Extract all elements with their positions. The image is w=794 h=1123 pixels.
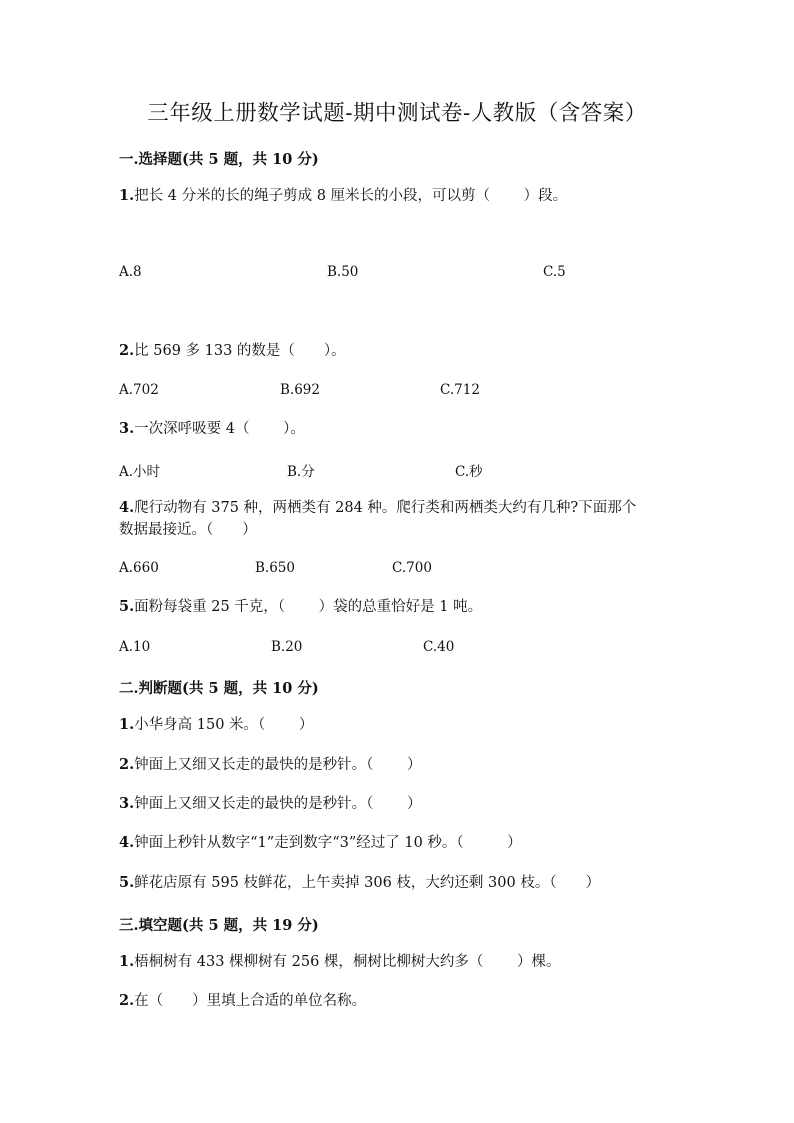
question-number: 1. [119, 953, 135, 970]
question-number: 4. [119, 834, 135, 851]
option-a: A.8 [119, 264, 142, 280]
question-1-5 [119, 596, 482, 618]
question-text: 在（ ）里填上合适的单位名称。 [134, 993, 367, 1009]
question-number: 5. [119, 874, 135, 891]
option-c: C.712 [440, 382, 480, 398]
section-heading-judgement: 二.判断题(共 5 题，共 10 分) [119, 680, 319, 697]
question-2-1 [119, 714, 313, 736]
option-a: A.小时 [119, 464, 161, 480]
question-text: 爬行动物有 375 种，两栖类有 284 种。爬行类和两栖类大约有几种?下面那个 [134, 500, 637, 516]
question-1-4-continued: 数据最接近。（ ） [119, 522, 257, 538]
question-text: 钟面上又细又长走的最快的是秒针。（ ） [134, 757, 422, 773]
question-number: 2. [119, 992, 135, 1009]
section-heading-fill-in: 三.填空题(共 5 题，共 19 分) [119, 917, 319, 934]
question-text: 面粉每袋重 25 千克，（ ）袋的总重恰好是 1 吨。 [134, 599, 483, 615]
question-1-2 [119, 340, 346, 362]
question-number: 3. [119, 420, 135, 437]
option-c: C.700 [392, 560, 432, 576]
question-1-1 [119, 185, 567, 207]
option-b: B.20 [271, 639, 303, 655]
question-text: 钟面上秒针从数字“1”走到数字“3”经过了 10 秒。（ ） [134, 835, 522, 851]
option-c: C.秒 [455, 464, 483, 480]
question-text: 小华身高 150 米。（ ） [134, 717, 314, 733]
question-3-1 [119, 951, 561, 973]
question-number: 3. [119, 795, 135, 812]
question-number: 1. [119, 716, 135, 733]
question-number: 1. [119, 187, 135, 204]
page-title: 三年级上册数学试题-期中测试卷-人教版（含答案） [147, 101, 647, 126]
question-1-3 [119, 418, 305, 440]
option-b: B.分 [287, 464, 315, 480]
question-2-2 [119, 754, 422, 776]
question-2-4 [119, 832, 522, 854]
option-a: A.702 [119, 382, 159, 398]
option-c: C.40 [423, 639, 455, 655]
question-number: 2. [119, 342, 135, 359]
question-text: 鲜花店原有 595 枝鲜花，上午卖掉 306 枝，大约还剩 300 枝。（ ） [134, 875, 601, 891]
option-c: C.5 [543, 264, 566, 280]
question-1-4 [119, 497, 636, 519]
question-text: 一次深呼吸要 4（ ）。 [134, 421, 305, 437]
question-text: 把长 4 分米的长的绳子剪成 8 厘米长的小段，可以剪（ ）段。 [134, 188, 568, 204]
question-number: 2. [119, 756, 135, 773]
option-a: A.10 [119, 639, 151, 655]
question-text: 比 569 多 133 的数是（ ）。 [134, 343, 346, 359]
option-a: A.660 [119, 560, 159, 576]
question-3-2 [119, 990, 366, 1012]
section-heading-choice: 一.选择题(共 5 题，共 10 分) [119, 151, 319, 168]
question-2-3 [119, 793, 422, 815]
question-number: 5. [119, 598, 135, 615]
question-2-5 [119, 872, 600, 894]
option-b: B.692 [280, 382, 320, 398]
question-text: 梧桐树有 433 棵柳树有 256 棵，桐树比柳树大约多（ ）棵。 [134, 954, 561, 970]
option-b: B.50 [327, 264, 359, 280]
question-number: 4. [119, 499, 135, 516]
option-b: B.650 [255, 560, 295, 576]
question-text: 钟面上又细又长走的最快的是秒针。（ ） [134, 796, 422, 812]
